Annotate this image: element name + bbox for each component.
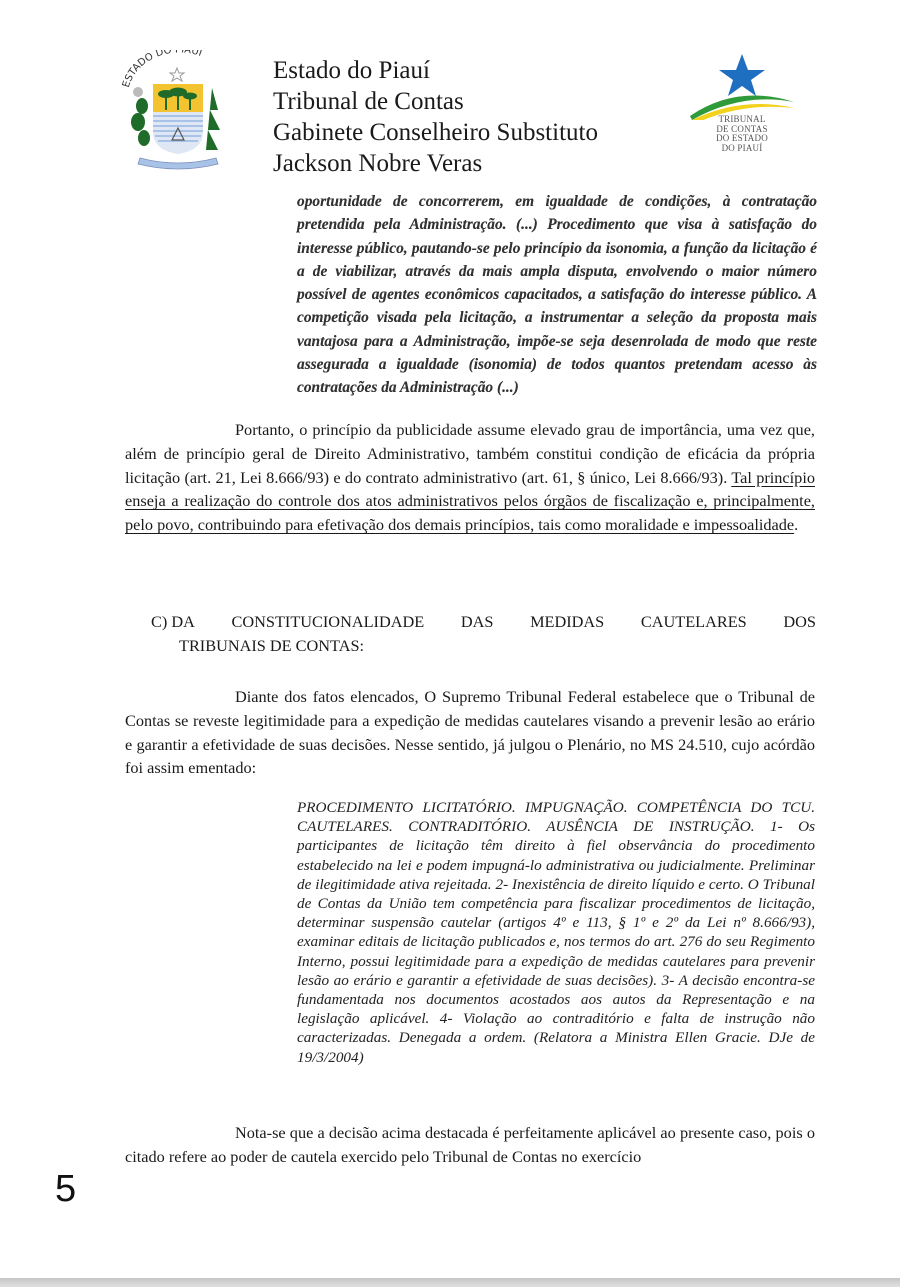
org-line-councilor: Jackson Nobre Veras [273, 150, 483, 177]
heading-word: MEDIDAS [530, 612, 605, 631]
paragraph-applicability: Nota-se que a decisão acima destacada é perfeitamente aplicável ao presente caso, pois o citado refere ao poder de cautela exercido pelo Tribunal de Contas no exercício [125, 1123, 815, 1166]
tce-logo-line: DE CONTAS [716, 123, 768, 134]
organization-header [273, 55, 598, 179]
viewer-bottom-bar [0, 1278, 900, 1287]
paragraph-end: . [794, 515, 799, 535]
paragraph-publicity-principle [125, 418, 815, 537]
underlined-text: Tal princípio enseja a realização do controle dos atos administrativos pelos órgãos de fiscalização e, principalmente, pelo povo, contribuindo para efetivação dos demais princípios, tais como moralidade e impessoalidade [125, 467, 815, 535]
star-icon [682, 50, 802, 120]
heading-word: DOS [783, 612, 816, 631]
tce-pi-logo [682, 50, 802, 170]
piaui-state-crest-icon [120, 50, 235, 175]
heading-word: CONSTITUCIONALIDADE [231, 612, 425, 631]
crest-caption: ESTADO DO AUÍ [120, 50, 204, 89]
tce-logo-line: DO PIAUÍ [721, 142, 763, 153]
page-number: 5 [55, 1168, 77, 1210]
heading-line-2: TRIBUNAIS DE CONTAS: [179, 636, 365, 655]
heading-word: CAUTELARES [640, 612, 747, 631]
heading-word: C) DA [151, 612, 195, 631]
org-line-office: Gabinete Conselheiro Substituto [273, 119, 598, 146]
section-heading [151, 610, 816, 658]
paragraph-text: Portanto, o princípio da publicidade assume elevado grau de importância, uma vez que, além de princípio geral de Direito Administrativo, também constitui condição de eficácia da própria licitação (art. 21, Lei 8.666/93) e do contrato administrativo (art. 61, § único, Lei 8.666/93). [125, 420, 815, 487]
org-line-state: Estado do Piauí [273, 57, 430, 84]
tce-logo-line: DO ESTADO [716, 133, 768, 143]
org-line-court: Tribunal de Contas [273, 88, 464, 115]
tce-logo-text [682, 115, 802, 153]
tce-logo-line: TRIBUNAL [718, 114, 766, 124]
paragraph-stf-decision: Diante dos fatos elencados, O Supremo Tribunal Federal estabelece que o Tribunal de Contas se reveste legitimidade para a expedição de medidas cautelares visando a prevenir lesão ao erário e garantir a efetividade de suas decisões. Nesse sentido, já julgou o Plenário, no MS 24.510, cujo acórdão foi assim ementado: [125, 687, 815, 778]
block-quote-ementa: PROCEDIMENTO LICITATÓRIO. IMPUGNAÇÃO. COMPETÊNCIA DO TCU. CAUTELARES. CONTRADITÓRIO. AUSÊNCIA DE INSTRUÇÃO. 1- Os participantes de licitação têm direito à fiel observância do procedimento estabelecido na lei e podem impugná-lo administrativa ou judicialmente. Preliminar de ilegitimidade ativa rejeitada. 2- Inexistência de direito líquido e certo. O Tribunal de Contas da União tem competência para fiscalizar procedimentos de licitação, determinar suspensão cautelar (artigos 4º e 113, § 1º e 2º da Lei nº 8.666/93), examinar editais de licitação publicados e, nos termos do art. 276 do seu Regimento Interno, possui legitimidade para a expedição de medidas cautelares para prevenir lesão ao erário e garantir a efetividade de suas decisões). 3- A decisão encontra-se fundamentada nos documentos acostados aos autos da Representação e na legislação aplicável. 4- Violação ao contraditório e falta de instrução não caracterizadas. Denegada a ordem. (Relatora a Ministra Ellen Gracie. DJe de 19/3/2004) [297, 799, 815, 1066]
block-quote-doctrine: oportunidade de concorrerem, em igualdade de condições, à contratação pretendida pela Administração. (...) Procedimento que visa à satisfação do interesse público, pautando-se pelo princípio da isonomia, a função da licitação é a de viabilizar, através da mais ampla disputa, envolvendo o maior número possível de agentes econômicos capacitados, a satisfação do interesse público. A competição visada pela licitação, a instrumentar a seleção da proposta mais vantajosa para a Administração, impõe-se seja desenrolada de modo que reste assegurada a igualdade (isonomia) de todos quantos pretendam acesso às contratações da Administração (...) [297, 193, 817, 397]
heading-word: DAS [460, 612, 494, 631]
